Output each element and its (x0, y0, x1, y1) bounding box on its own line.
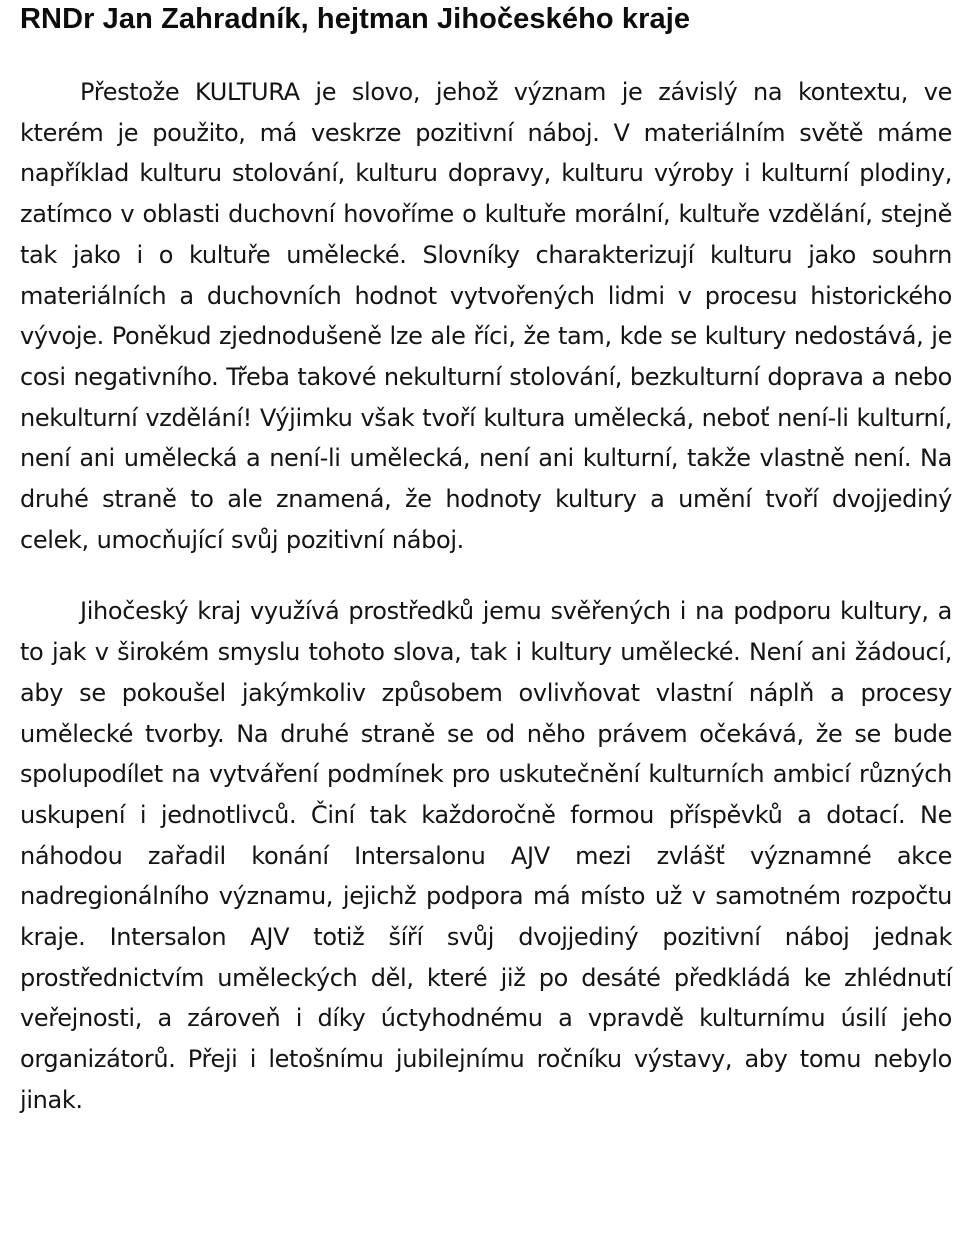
paragraph-culture-meaning: Přestože KULTURA je slovo, jehož význam je závislý na kontextu, ve kterém je použito, má veskrze pozitivní náboj. V materiálním světě máme například kulturu stolování, kulturu dopravy, kulturu výroby i kulturní plodiny, zatímco v oblasti duchovní hovoříme o kultuře morální, kultuře vzdělání, stejně tak jako i o kultuře umělecké. Slovníky charakterizují kulturu jako souhrn materiálních a duchovních hodnot vytvořených lidmi v procesu historického vývoje. Poněkud zjednodušeně lze ale říci, že tam, kde se kultury nedostává, je cosi negativního. Třeba takové nekulturní stolování, bezkulturní doprava a nebo nekulturní vzdělání! Výjimku však tvoří kultura umělecká, neboť není-li kulturní, není ani umělecká a není-li umělecká, není ani kulturní, takže vlastně není. Na druhé straně to ale znamená, že hodnoty kultury a umění tvoří dvojjediný celek, umocňující svůj pozitivní náboj. (20, 78, 952, 554)
document-title: RNDr Jan Zahradník, hejtman Jihočeského kraje (20, 3, 691, 35)
paragraph-region-support: Jihočeský kraj využívá prostředků jemu svěřených i na podporu kultury, a to jak v širokém smyslu tohoto slova, tak i kultury umělecké. Není ani žádoucí, aby se pokoušel jakýmkoliv způsobem ovlivňovat vlastní náplň a procesy umělecké tvorby. Na druhé straně se od něho právem očekává, že se bude spolupodílet na vytváření podmínek pro uskutečnění kulturních ambicí různých uskupení i jednotlivců. Činí tak každoročně formou příspěvků a dotací. Ne náhodou zařadil konání Intersalonu AJV mezi zvlášť významné akce nadregionálního významu, jejichž podpora má místo už v samotném rozpočtu kraje. Intersalon AJV totiž šíří svůj dvojjediný pozitivní náboj jednak prostřednictvím uměleckých děl, které již po desáté předkládá ke zhlédnutí veřejnosti, a zároveň i díky úctyhodnému a vpravdě kulturnímu úsilí jeho organizátorů. Přeji i letošnímu jubilejnímu ročníku výstavy, aby tomu nebylo jinak. (20, 597, 952, 1114)
